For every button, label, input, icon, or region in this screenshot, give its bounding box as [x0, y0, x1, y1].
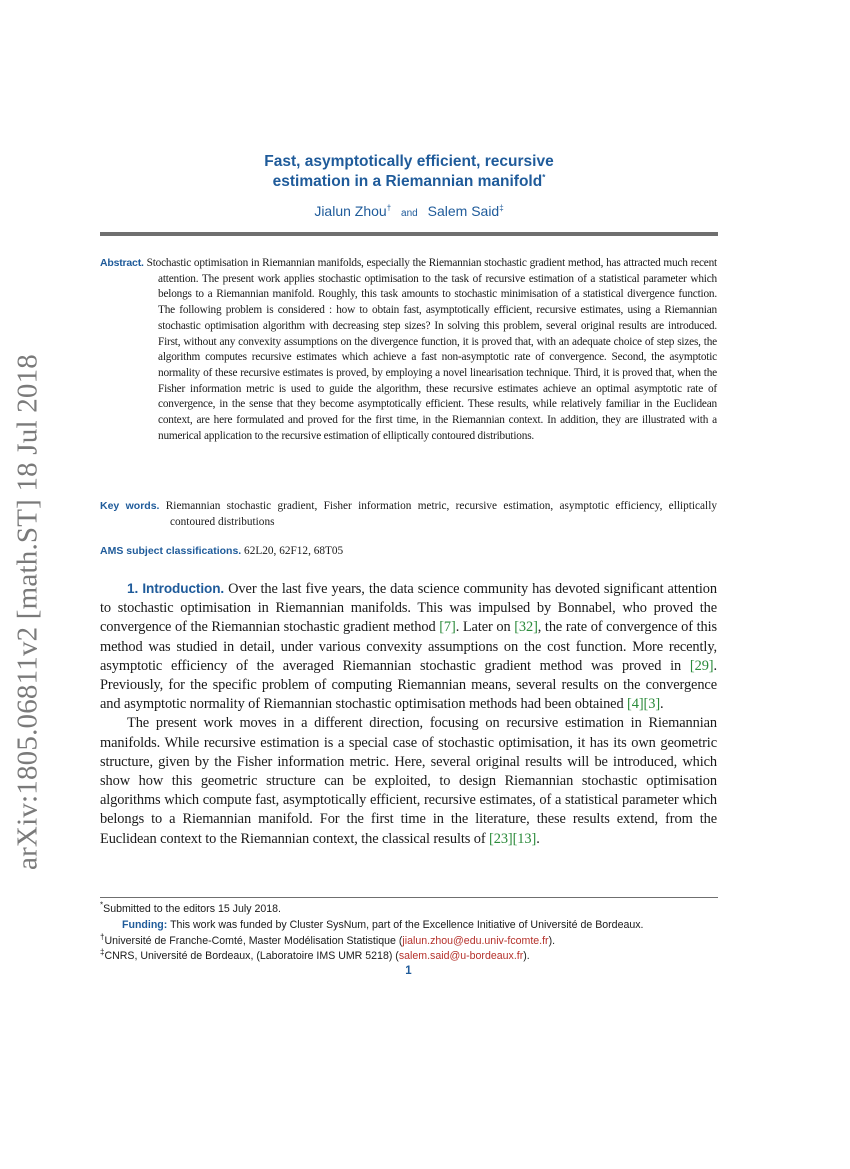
- footnotes: [100, 902, 717, 965]
- affiliation-2-end: ).: [523, 950, 530, 963]
- funding-label: Funding:: [122, 918, 168, 931]
- affiliation-1-end: ).: [548, 934, 556, 947]
- footnote-rule: [100, 897, 718, 898]
- citation-link[interactable]: [3]: [643, 696, 661, 713]
- intro-p1-text-b: . Later on: [455, 619, 515, 636]
- abstract-label: Abstract.: [100, 257, 144, 269]
- affiliation-2-text: CNRS, Université de Bordeaux, (Laboratoire IMS UMR 5218) (: [104, 950, 399, 963]
- keywords-text: Riemannian stochastic gradient, Fisher information metric, recursive estimation, asymptotic efficiency, elliptically contoured distributions: [165, 500, 717, 528]
- title-rule: [100, 232, 718, 236]
- footnote-mark: †: [100, 932, 105, 942]
- footnote-mark: ‡: [100, 947, 105, 957]
- intro-p1-text-c: , the rate of convergence of this method was studied in detail, under various convexity assumptions on the cost function. More recently, asymptotic efficiency of the averaged Riemannian stochastic gradient method was proved in: [100, 619, 717, 674]
- author-second-mark: ‡: [499, 203, 504, 213]
- intro-p2-text-a: The present work moves in a different direction, focusing on recursive estimation in Riemannian manifolds. While recursive estimation is a special case of stochastic optimisation, it has its own geometric structure, given by the Fisher information metric. Here, several original results will be introduced, which show how this geometric structure can be exploited, to design Riemannian stochastic optimisation algorithms which compute fast, asymptotically efficient, recursive estimates, of a statistical parameter which belongs to a Riemannian manifold. For the first time in the literature, these results extend, from the Euclidean context to the Riemannian context, the classical results of: [100, 715, 717, 847]
- intro-paragraph-1: [100, 579, 717, 714]
- intro-p1-text-a: Over the last five years, the data science community has devoted significant attention to stochastic optimisation in Riemannian manifolds. This was impulsed by Bonnabel, who proved the convergence of the Riemannian stochastic gradient method: [100, 581, 717, 636]
- email-link[interactable]: salem.said@u-bordeaux.fr: [398, 950, 524, 963]
- abstract-text: Stochastic optimisation in Riemannian manifolds, especially the Riemannian stochastic gradient method, has attracted much recent attention. The present work applies stochastic optimisation to the task of recursive estimation of a statistical parameter which belongs to a Riemannian manifold. Roughly, this task amounts to stochastic minimisation of a statistical divergence function. The following problem is considered : how to obtain fast, asymptotically efficient, recursive estimates, using a Riemannian stochastic optimisation algorithm with decreasing step sizes? In solving this problem, several original results are introduced. First, without any convexity assumptions on the divergence function, it is proved that, with an adequate choice of step sizes, the algorithm computes recursive estimates which achieve a fast non-asymptotic rate of convergence. Second, the asymptotic normality of these recursive estimates is proved, by employing a novel linearisation technique. Third, it is proved that, when the Fisher information metric is used to guide the algorithm, these recursive estimates achieve an optimal asymptotic rate of convergence, in the sense that they become asymptotically efficient. These results, while relatively familiar in the Euclidean context, are here formulated and proved for the first time, in the Riemannian context. In addition, they are illustrated with a numerical application to the recursive estimation of elliptically contoured distributions.: [146, 257, 717, 442]
- citation-link[interactable]: [13]: [512, 830, 537, 847]
- keywords-label: Key words.: [100, 500, 160, 512]
- citation-link[interactable]: [4]: [627, 696, 644, 713]
- email-link[interactable]: jialun.zhou@edu.univ-fcomte.fr: [402, 934, 549, 947]
- citation-link[interactable]: [7]: [439, 619, 456, 636]
- ams-classifications: [100, 545, 343, 557]
- page-number: 1: [405, 965, 412, 977]
- author-first-mark: †: [386, 203, 392, 213]
- footnote-submitted-text: Submitted to the editors 15 July 2018.: [103, 903, 281, 915]
- title-line-1: Fast, asymptotically efficient, recursive: [264, 153, 554, 170]
- footnote-mark: *: [100, 900, 104, 910]
- citation-link[interactable]: [32]: [514, 619, 538, 636]
- author-second: Salem Said: [427, 203, 500, 219]
- author-conjunction: and: [401, 208, 418, 219]
- citation-link[interactable]: [23]: [489, 830, 513, 847]
- author-first: Jialun Zhou: [314, 203, 387, 219]
- footnote-affiliation-1: [100, 934, 717, 950]
- footnote-affiliation-2: [100, 949, 717, 965]
- paper-title: [200, 152, 618, 192]
- title-footnote-mark: *: [542, 172, 546, 182]
- author-list: [200, 203, 618, 219]
- introduction-section: [100, 579, 717, 849]
- intro-p1-text-d: . Previously, for the specific problem of computing Riemannian means, several results on the convergence and asymptotic normality of Riemannian stochastic optimisation methods had been obtained: [100, 657, 717, 713]
- footnote-submitted: [100, 902, 717, 918]
- citation-link[interactable]: [29]: [689, 657, 714, 674]
- footnote-funding: [100, 918, 717, 934]
- intro-p2-text-b: .: [536, 830, 540, 847]
- intro-paragraph-2: [100, 714, 717, 848]
- arxiv-identifier: arXiv:1805.06811v2 [math.ST] 18 Jul 2018: [11, 354, 44, 870]
- funding-text: This work was funded by Cluster SysNum, part of the Excellence Initiative of Université de Bordeaux.: [170, 918, 644, 931]
- intro-p1-text-e: .: [660, 696, 664, 713]
- arxiv-identifier-stamp: [8, 352, 48, 872]
- section-heading: 1. Introduction.: [127, 581, 225, 596]
- title-line-2: estimation in a Riemannian manifold: [272, 173, 543, 190]
- ams-text: 62L20, 62F12, 68T05: [244, 545, 344, 557]
- keywords: [100, 499, 717, 530]
- abstract: [100, 256, 717, 444]
- affiliation-1-text: Université de Franche-Comté, Master Modélisation Statistique (: [104, 934, 403, 947]
- ams-label: AMS subject classifications.: [100, 545, 242, 557]
